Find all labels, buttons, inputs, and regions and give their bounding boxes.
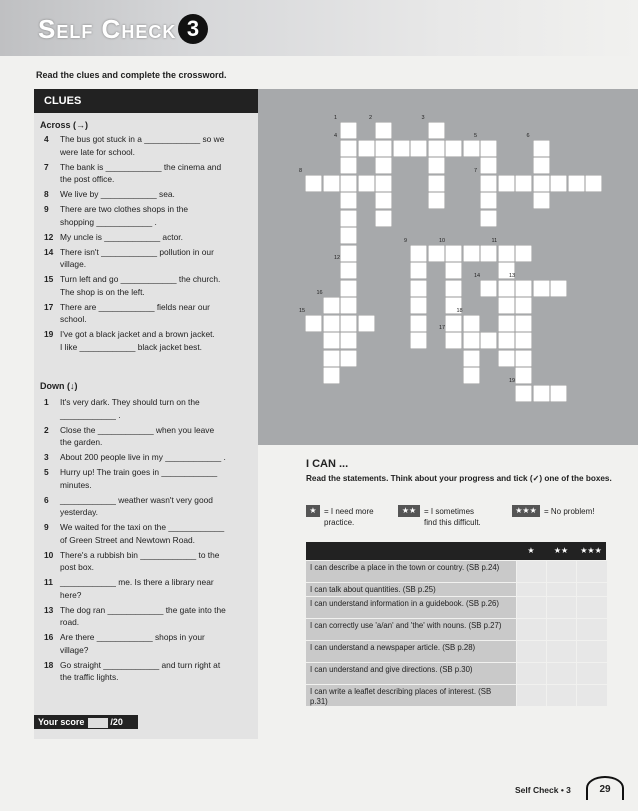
across-clue bbox=[40, 133, 252, 158]
key-one-star-text-b: practice. bbox=[324, 518, 355, 527]
crossword-cell[interactable] bbox=[480, 175, 497, 192]
crossword-cell[interactable] bbox=[498, 175, 515, 192]
crossword-cell[interactable] bbox=[340, 350, 357, 367]
crossword-cell[interactable] bbox=[515, 315, 532, 332]
clue-text: ____________ me. Is there a library near bbox=[60, 577, 214, 587]
clue-number: 7 bbox=[44, 161, 49, 172]
clue-number: 8 bbox=[44, 189, 49, 199]
crossword-cell[interactable] bbox=[358, 140, 375, 157]
down-clue bbox=[40, 521, 252, 546]
clue-text-continued: ____________ . bbox=[60, 409, 121, 420]
column-three-star: ★★★ bbox=[580, 546, 602, 555]
crossword-cell[interactable] bbox=[340, 262, 357, 279]
clue-text-continued: shopping ____________ . bbox=[60, 216, 157, 227]
clue-text: Close the ____________ when you leave bbox=[60, 424, 215, 435]
crossword-cell[interactable] bbox=[410, 262, 427, 279]
crossword-cell[interactable] bbox=[428, 192, 445, 209]
crossword-clue-number: 8 bbox=[299, 167, 303, 174]
column-two-star: ★★ bbox=[553, 546, 569, 555]
clue-text: There isn't ____________ pollution in our bbox=[60, 246, 214, 257]
crossword-cell[interactable] bbox=[428, 245, 445, 262]
crossword-cell[interactable] bbox=[550, 280, 567, 297]
footer-label: Self Check • 3 bbox=[515, 785, 571, 795]
crossword-cell[interactable] bbox=[463, 367, 480, 384]
crossword-cell[interactable] bbox=[340, 210, 357, 227]
crossword-cell[interactable] bbox=[340, 297, 357, 314]
crossword-cell[interactable] bbox=[498, 280, 515, 297]
crossword-cell[interactable] bbox=[515, 367, 532, 384]
ican-row bbox=[306, 560, 606, 582]
crossword-cell[interactable] bbox=[533, 175, 550, 192]
crossword-cell[interactable] bbox=[568, 175, 585, 192]
down-clue bbox=[40, 576, 252, 601]
crossword-cell[interactable] bbox=[533, 140, 550, 157]
across-clue bbox=[40, 231, 252, 244]
clue-text: The dog ran ____________ the gate into the bbox=[60, 604, 226, 615]
clue-text: Hurry up! The train goes in ____________ bbox=[60, 467, 218, 477]
across-clue bbox=[40, 273, 252, 298]
crossword-cell[interactable] bbox=[323, 297, 340, 314]
crossword-cell[interactable] bbox=[305, 175, 322, 192]
clue-number: 3 bbox=[44, 452, 49, 462]
clue-number: 18 bbox=[44, 659, 54, 670]
key-one-star: ★ bbox=[306, 505, 320, 517]
tick-box[interactable] bbox=[546, 597, 577, 618]
down-clue bbox=[40, 396, 252, 421]
clue-text: We live by ____________ sea. bbox=[60, 189, 175, 199]
ican-statement: I can talk about quantities. (SB p.25) bbox=[310, 585, 436, 594]
crossword-cell[interactable] bbox=[515, 245, 532, 262]
crossword-cell[interactable] bbox=[463, 140, 480, 157]
crossword-cell[interactable] bbox=[585, 175, 602, 192]
tick-box[interactable] bbox=[546, 641, 577, 662]
crossword-clue-number: 2 bbox=[369, 115, 373, 121]
crossword-cell[interactable] bbox=[410, 245, 427, 262]
crossword-clue-number: 17 bbox=[439, 325, 446, 331]
clue-text: We waited for the taxi on the ____________ bbox=[60, 522, 225, 532]
tick-box[interactable] bbox=[516, 561, 547, 582]
crossword-cell[interactable] bbox=[445, 315, 462, 332]
key-two-star: ★★ bbox=[398, 505, 420, 517]
clue-number: 12 bbox=[44, 231, 54, 242]
crossword-cell[interactable] bbox=[375, 210, 392, 227]
clue-text-continued: school. bbox=[60, 314, 87, 324]
crossword-clue-number: 10 bbox=[439, 237, 446, 244]
crossword-cell[interactable] bbox=[498, 332, 515, 349]
ican-row bbox=[306, 684, 606, 706]
crossword-cell[interactable] bbox=[515, 385, 532, 402]
tick-box[interactable] bbox=[546, 583, 577, 596]
crossword-cell[interactable] bbox=[340, 140, 357, 157]
crossword-clue-number: 15 bbox=[299, 307, 306, 314]
across-clue bbox=[40, 161, 252, 186]
tick-box[interactable] bbox=[516, 597, 547, 618]
crossword-cell[interactable] bbox=[480, 280, 497, 297]
key-one-star-text bbox=[324, 506, 374, 528]
clue-text: It's very dark. They should turn on the bbox=[60, 397, 200, 407]
clue-text-continued: minutes. bbox=[60, 479, 92, 490]
score-box bbox=[34, 715, 138, 729]
clue-number: 4 bbox=[44, 134, 49, 144]
clue-number: 16 bbox=[44, 632, 54, 642]
crossword-cell[interactable] bbox=[445, 245, 462, 262]
ican-statement: I can understand a newspaper article. (SB p.28) bbox=[310, 643, 476, 652]
crossword-cell[interactable] bbox=[515, 280, 532, 297]
clue-number: 5 bbox=[44, 467, 49, 477]
page-number: 29 bbox=[586, 776, 624, 800]
crossword-cell[interactable] bbox=[410, 332, 427, 349]
across-heading: Across (→) bbox=[40, 120, 89, 130]
crossword-cell[interactable] bbox=[550, 385, 567, 402]
down-clue bbox=[40, 451, 252, 464]
clue-text-continued: The shop is on the left. bbox=[60, 286, 145, 297]
tick-box[interactable] bbox=[576, 583, 607, 596]
clue-number: 13 bbox=[44, 604, 54, 615]
tick-box[interactable] bbox=[576, 641, 607, 662]
crossword-cell[interactable] bbox=[515, 175, 532, 192]
crossword-cell[interactable] bbox=[515, 350, 532, 367]
crossword-clue-number: 16 bbox=[316, 290, 323, 296]
crossword-cell[interactable] bbox=[375, 175, 392, 192]
score-input[interactable] bbox=[88, 718, 108, 728]
crossword-cell[interactable] bbox=[428, 157, 445, 174]
crossword-cell[interactable] bbox=[463, 332, 480, 349]
crossword-cell[interactable] bbox=[533, 385, 550, 402]
down-heading: Down (↓) bbox=[40, 381, 78, 391]
clue-text: I've got a black jacket and a brown jacket. bbox=[60, 329, 215, 339]
crossword-cell[interactable] bbox=[480, 210, 497, 227]
ican-instruction: Read the statements. Think about your progress and tick (✓) one of the boxes. bbox=[306, 474, 612, 483]
crossword-cell[interactable] bbox=[463, 315, 480, 332]
crossword-cell[interactable] bbox=[550, 175, 567, 192]
crossword-cell[interactable] bbox=[498, 315, 515, 332]
clue-text: My uncle is ____________ actor. bbox=[60, 231, 183, 242]
tick-box[interactable] bbox=[576, 561, 607, 582]
crossword-cell[interactable] bbox=[340, 227, 357, 244]
crossword-cell[interactable] bbox=[428, 122, 445, 139]
crossword-cell[interactable] bbox=[340, 192, 357, 209]
across-clue bbox=[40, 246, 252, 271]
tick-box[interactable] bbox=[516, 663, 547, 684]
key-three-star-text bbox=[544, 506, 594, 517]
crossword-cell[interactable] bbox=[445, 262, 462, 279]
crossword-cell[interactable] bbox=[323, 175, 340, 192]
clue-text-continued: village? bbox=[60, 644, 89, 655]
crossword-cell[interactable] bbox=[375, 192, 392, 209]
instruction: Read the clues and complete the crossword. bbox=[36, 70, 227, 80]
page-title: Self Check bbox=[38, 14, 177, 44]
key-three-star: ★★★ bbox=[512, 505, 540, 517]
crossword-cell[interactable] bbox=[323, 350, 340, 367]
clue-text: About 200 people live in my ____________ . bbox=[60, 452, 226, 462]
clue-text-continued: post box. bbox=[60, 562, 94, 572]
ican-statement: I can understand and give directions. (SB p.30) bbox=[310, 665, 473, 674]
crossword-cell[interactable] bbox=[445, 280, 462, 297]
crossword-clue-number: 9 bbox=[404, 237, 408, 244]
key-three-star-text-a: = No problem! bbox=[544, 507, 595, 516]
clue-text: The bus got stuck in a ____________ so we bbox=[60, 134, 225, 144]
across-clue bbox=[40, 203, 252, 228]
crossword-cell[interactable] bbox=[323, 332, 340, 349]
down-clue bbox=[40, 659, 252, 684]
clue-text-continued: village. bbox=[60, 259, 87, 269]
clue-text-continued: here? bbox=[60, 589, 82, 600]
tick-box[interactable] bbox=[516, 685, 547, 706]
clue-text: Turn left and go ____________ the church. bbox=[60, 274, 221, 284]
crossword-cell[interactable] bbox=[340, 122, 357, 139]
crossword-cell[interactable] bbox=[445, 332, 462, 349]
down-clue bbox=[40, 424, 252, 449]
crossword-cell[interactable] bbox=[463, 350, 480, 367]
score-total: /20 bbox=[110, 717, 123, 727]
clue-text-continued: the garden. bbox=[60, 437, 103, 447]
crossword-cell[interactable] bbox=[358, 315, 375, 332]
crossword-cell[interactable] bbox=[428, 175, 445, 192]
ican-row bbox=[306, 582, 606, 596]
crossword-cell[interactable] bbox=[340, 315, 357, 332]
crossword-cell[interactable] bbox=[533, 192, 550, 209]
crossword-clue-number: 7 bbox=[474, 167, 478, 174]
crossword-cell[interactable] bbox=[480, 192, 497, 209]
crossword-cell[interactable] bbox=[410, 297, 427, 314]
clue-text-continued: of Green Street and Newtown Road. bbox=[60, 534, 196, 545]
clue-number: 11 bbox=[44, 577, 53, 587]
tick-box[interactable] bbox=[546, 561, 577, 582]
tick-box[interactable] bbox=[576, 597, 607, 618]
ican-statement: I can describe a place in the town or country. (SB p.24) bbox=[310, 563, 500, 572]
clue-text: ____________ weather wasn't very good bbox=[60, 494, 213, 505]
clue-number: 1 bbox=[44, 397, 49, 407]
crossword-cell[interactable] bbox=[305, 315, 322, 332]
crossword-cell[interactable] bbox=[340, 280, 357, 297]
crossword-cell[interactable] bbox=[498, 350, 515, 367]
across-clue bbox=[40, 301, 252, 326]
clue-number: 15 bbox=[44, 274, 54, 284]
key-two-star-text bbox=[424, 506, 481, 528]
clue-number: 17 bbox=[44, 301, 54, 312]
tick-box[interactable] bbox=[546, 685, 577, 706]
crossword-cell[interactable] bbox=[445, 140, 462, 157]
tick-box[interactable] bbox=[576, 663, 607, 684]
clue-text-continued: road. bbox=[60, 617, 80, 627]
crossword-clue-number: 3 bbox=[421, 115, 425, 121]
crossword-clue-number: 12 bbox=[334, 255, 341, 261]
crossword-clue-number: 11 bbox=[491, 237, 498, 244]
clue-text-continued: were late for school. bbox=[60, 146, 135, 157]
key-two-star-text-a: = I sometimes bbox=[424, 507, 475, 516]
crossword-cell[interactable] bbox=[410, 280, 427, 297]
ican-statement: I can understand information in a guidebook. (SB p.26) bbox=[310, 599, 499, 608]
crossword-cell[interactable] bbox=[498, 297, 515, 314]
clue-text-continued: the post office. bbox=[60, 174, 115, 184]
ican-row bbox=[306, 662, 606, 684]
clue-number: 19 bbox=[44, 329, 54, 339]
down-clue bbox=[40, 549, 252, 574]
ican-row bbox=[306, 640, 606, 662]
key-two-star-text-b: find this difficult. bbox=[424, 518, 481, 527]
crossword-cell[interactable] bbox=[340, 332, 357, 349]
ican-row bbox=[306, 596, 606, 618]
clue-text: There's a rubbish bin ____________ to the bbox=[60, 549, 220, 560]
crossword-cell[interactable] bbox=[498, 245, 515, 262]
tick-box[interactable] bbox=[576, 619, 607, 640]
across-clue bbox=[40, 328, 252, 353]
crossword-cell[interactable] bbox=[375, 157, 392, 174]
ican-statement: I can write a leaflet describing places of interest. (SB p.31) bbox=[310, 687, 492, 706]
crossword-cell[interactable] bbox=[410, 140, 427, 157]
clue-text: There are ____________ fields near our bbox=[60, 301, 210, 312]
score-label: Your score bbox=[38, 717, 85, 727]
crossword-cell[interactable] bbox=[533, 280, 550, 297]
clue-number: 10 bbox=[44, 549, 54, 560]
clue-text-continued: the traffic lights. bbox=[60, 672, 119, 682]
down-clue bbox=[40, 466, 252, 491]
crossword-cell[interactable] bbox=[340, 245, 357, 262]
crossword-cell[interactable] bbox=[515, 332, 532, 349]
tick-box[interactable] bbox=[576, 685, 607, 706]
unit-number-badge: 3 bbox=[178, 14, 208, 44]
crossword-clue-number: 13 bbox=[509, 272, 516, 279]
tick-box[interactable] bbox=[516, 619, 547, 640]
across-clue bbox=[40, 188, 252, 201]
crossword-cell[interactable] bbox=[375, 122, 392, 139]
ican-row bbox=[306, 618, 606, 640]
crossword-cell[interactable] bbox=[480, 140, 497, 157]
key-one-star-text-a: = I need more bbox=[324, 507, 374, 516]
column-one-star: ★ bbox=[527, 546, 535, 555]
clue-text: The bank is ____________ the cinema and bbox=[60, 161, 222, 172]
crossword-cell[interactable] bbox=[428, 140, 445, 157]
down-clue bbox=[40, 604, 252, 629]
crossword-clue-number: 14 bbox=[474, 272, 481, 279]
crossword-cell[interactable] bbox=[340, 157, 357, 174]
clue-number: 2 bbox=[44, 424, 49, 435]
crossword-cell[interactable] bbox=[323, 367, 340, 384]
crossword-cell[interactable] bbox=[533, 157, 550, 174]
crossword-clue-number: 19 bbox=[509, 377, 516, 384]
tick-box[interactable] bbox=[516, 641, 547, 662]
tick-box[interactable] bbox=[546, 663, 577, 684]
crossword-cell[interactable] bbox=[393, 140, 410, 157]
crossword-cell[interactable] bbox=[375, 140, 392, 157]
clue-number: 6 bbox=[44, 494, 49, 505]
clue-text-continued: I like ____________ black jacket best. bbox=[60, 341, 203, 352]
clue-number: 9 bbox=[44, 204, 49, 214]
clues-header: CLUES bbox=[34, 89, 258, 113]
ican-statement: I can correctly use 'a/an' and 'the' with nouns. (SB p.27) bbox=[310, 621, 502, 630]
crossword-cell[interactable] bbox=[358, 175, 375, 192]
ican-title: I CAN ... bbox=[306, 458, 349, 470]
clue-number: 9 bbox=[44, 522, 49, 532]
clue-text: There are two clothes shops in the bbox=[60, 204, 189, 214]
crossword-cell[interactable] bbox=[515, 297, 532, 314]
crossword-cell[interactable] bbox=[463, 245, 480, 262]
crossword-cell[interactable] bbox=[410, 315, 427, 332]
crossword-clue-number: 6 bbox=[526, 132, 530, 139]
down-clue bbox=[40, 494, 252, 519]
crossword-cell[interactable] bbox=[480, 332, 497, 349]
clue-text-continued: yesterday. bbox=[60, 507, 99, 517]
crossword-cell[interactable] bbox=[340, 175, 357, 192]
down-clue bbox=[40, 631, 252, 656]
tick-box[interactable] bbox=[546, 619, 577, 640]
crossword-cell[interactable] bbox=[480, 245, 497, 262]
crossword-clue-number: 1 bbox=[334, 115, 338, 121]
crossword-clue-number: 5 bbox=[474, 132, 478, 139]
crossword-clue-number: 4 bbox=[334, 132, 338, 139]
crossword-clue-number: 18 bbox=[456, 307, 463, 314]
clue-text: Go straight ____________ and turn right at bbox=[60, 659, 221, 670]
clue-text: Are there ____________ shops in your bbox=[60, 632, 205, 642]
clue-number: 14 bbox=[44, 246, 54, 257]
tick-box[interactable] bbox=[516, 583, 547, 596]
crossword-cell[interactable] bbox=[480, 157, 497, 174]
crossword-cell[interactable] bbox=[323, 315, 340, 332]
